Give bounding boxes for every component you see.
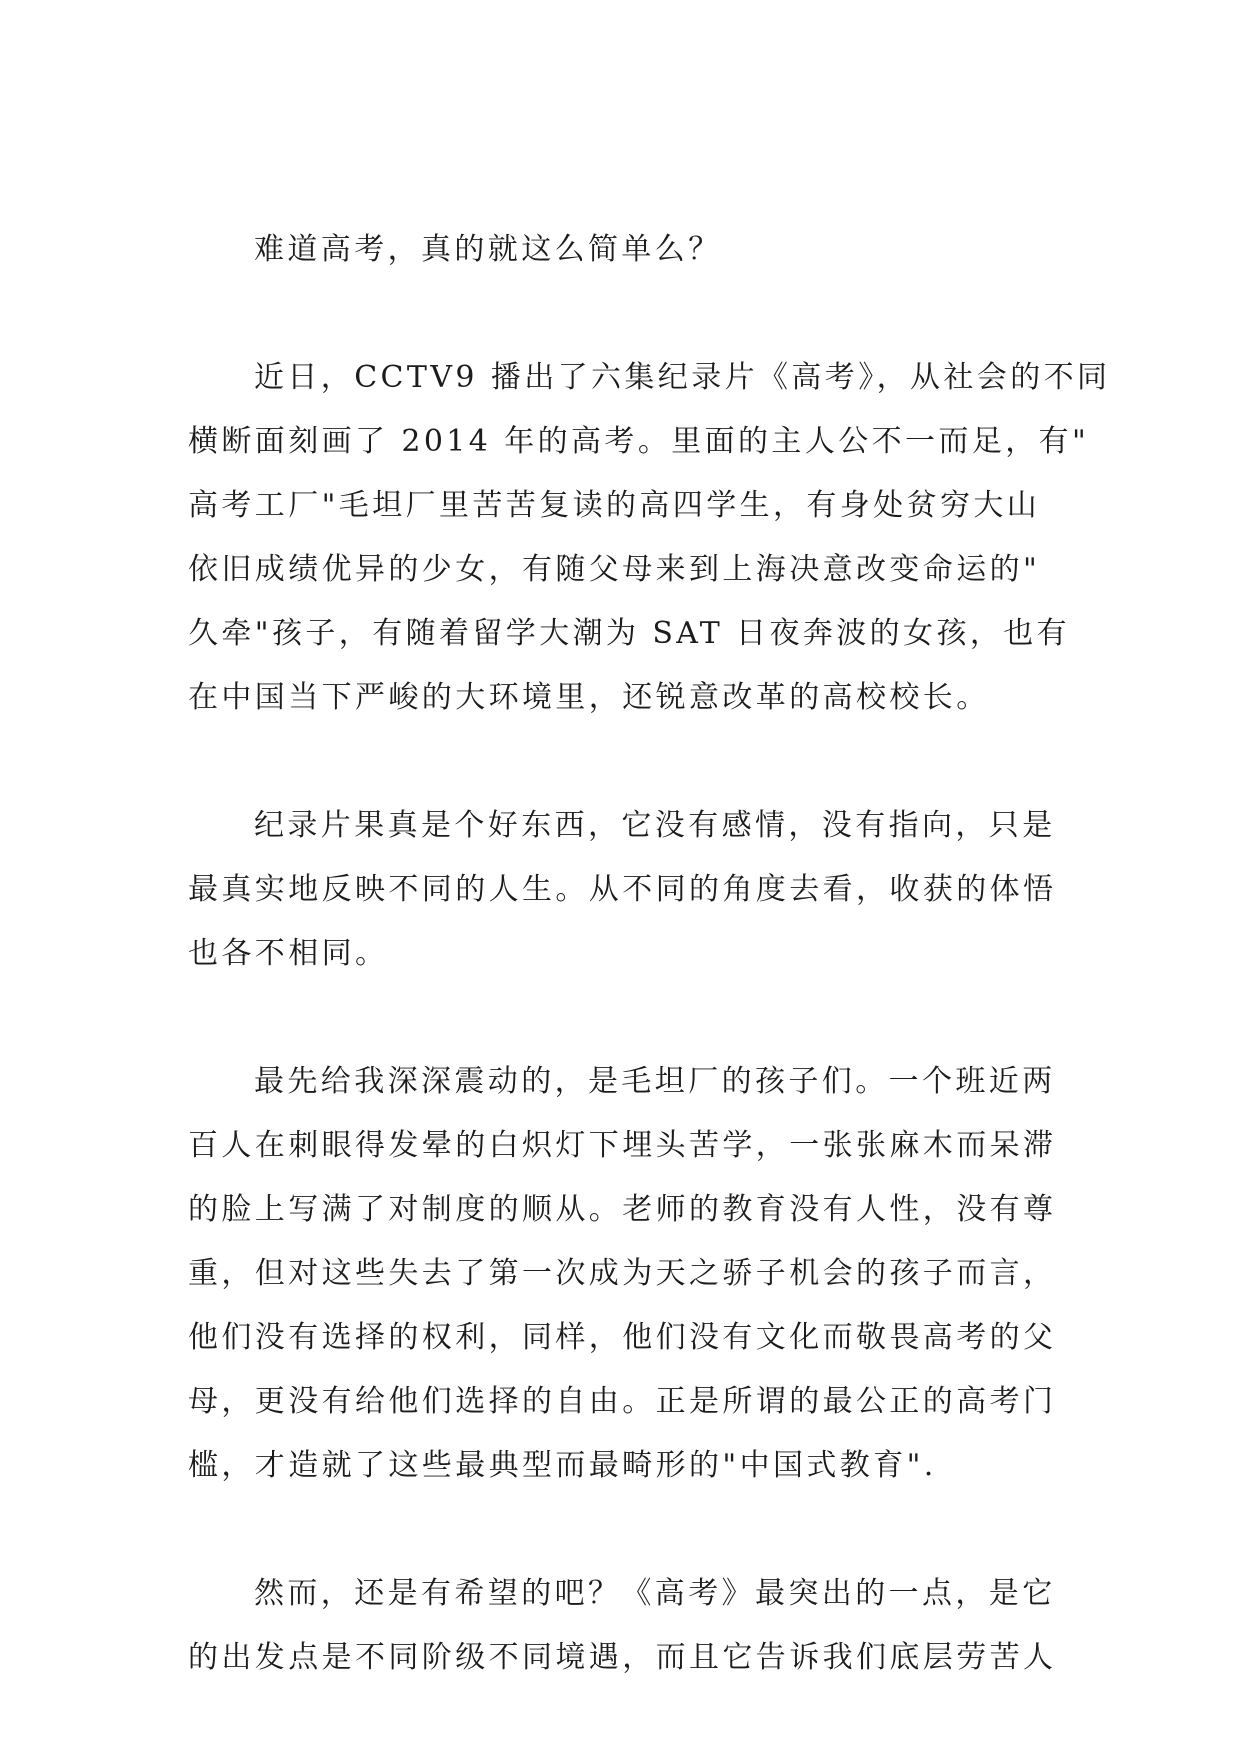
paragraph-line: 久牵"孩子，有随着留学大潮为 SAT 日夜奔波的女孩，也有	[188, 616, 1071, 651]
paragraph-gap	[188, 1498, 1068, 1562]
paragraph-2	[188, 346, 1111, 730]
paragraph-line: 高考工厂"毛坦厂里苦苦复读的高四学生，有身处贫穷大山	[188, 488, 1041, 523]
paragraph-4	[188, 1050, 1068, 1498]
paragraph-line: 也各不相同。	[188, 936, 389, 971]
paragraph-line: 纪录片果真是个好东西，它没有感情，没有指向，只是	[254, 808, 1056, 843]
paragraph-gap	[188, 986, 1068, 1050]
paragraph-line: 百人在刺眼得发晕的白炽灯下埋头苦学，一张张麻木而呆滞	[188, 1128, 1057, 1163]
paragraph-line: 难道高考，真的就这么简单么？	[254, 232, 722, 267]
paragraph-line: 依旧成绩优异的少女，有随父母来到上海决意改变命运的"	[188, 552, 1041, 587]
paragraph-3	[188, 794, 1068, 986]
paragraph-line: 在中国当下严峻的大环境里，还锐意改革的高校校长。	[188, 680, 990, 715]
paragraph-line: 母，更没有给他们选择的自由。正是所谓的最公正的高考门	[188, 1384, 1057, 1419]
paragraph-5	[188, 1562, 1068, 1690]
paragraph-gap	[188, 282, 1068, 346]
paragraph-line: 槛，才造就了这些最典型而最畸形的"中国式教育".	[188, 1448, 937, 1483]
paragraph-gap	[188, 730, 1068, 794]
document-body	[188, 218, 1111, 1690]
paragraph-line: 的脸上写满了对制度的顺从。老师的教育没有人性，没有尊	[188, 1192, 1057, 1227]
paragraph-line: 重，但对这些失去了第一次成为天之骄子机会的孩子而言，	[188, 1256, 1057, 1291]
paragraph-line: 然而，还是有希望的吧？《高考》最突出的一点，是它	[254, 1576, 1056, 1611]
paragraph-line: 最先给我深深震动的，是毛坦厂的孩子们。一个班近两	[254, 1064, 1056, 1099]
paragraph-line: 的出发点是不同阶级不同境遇，而且它告诉我们底层劳苦人	[188, 1640, 1057, 1675]
paragraph-line: 他们没有选择的权利，同样，他们没有文化而敬畏高考的父	[188, 1320, 1057, 1355]
paragraph-1	[188, 218, 1068, 282]
paragraph-line: 横断面刻画了 2014 年的高考。里面的主人公不一而足，有"	[188, 424, 1090, 459]
paragraph-line: 近日，CCTV9 播出了六集纪录片《高考》，从社会的不同	[254, 360, 1111, 395]
paragraph-line: 最真实地反映不同的人生。从不同的角度去看，收获的体悟	[188, 872, 1057, 907]
